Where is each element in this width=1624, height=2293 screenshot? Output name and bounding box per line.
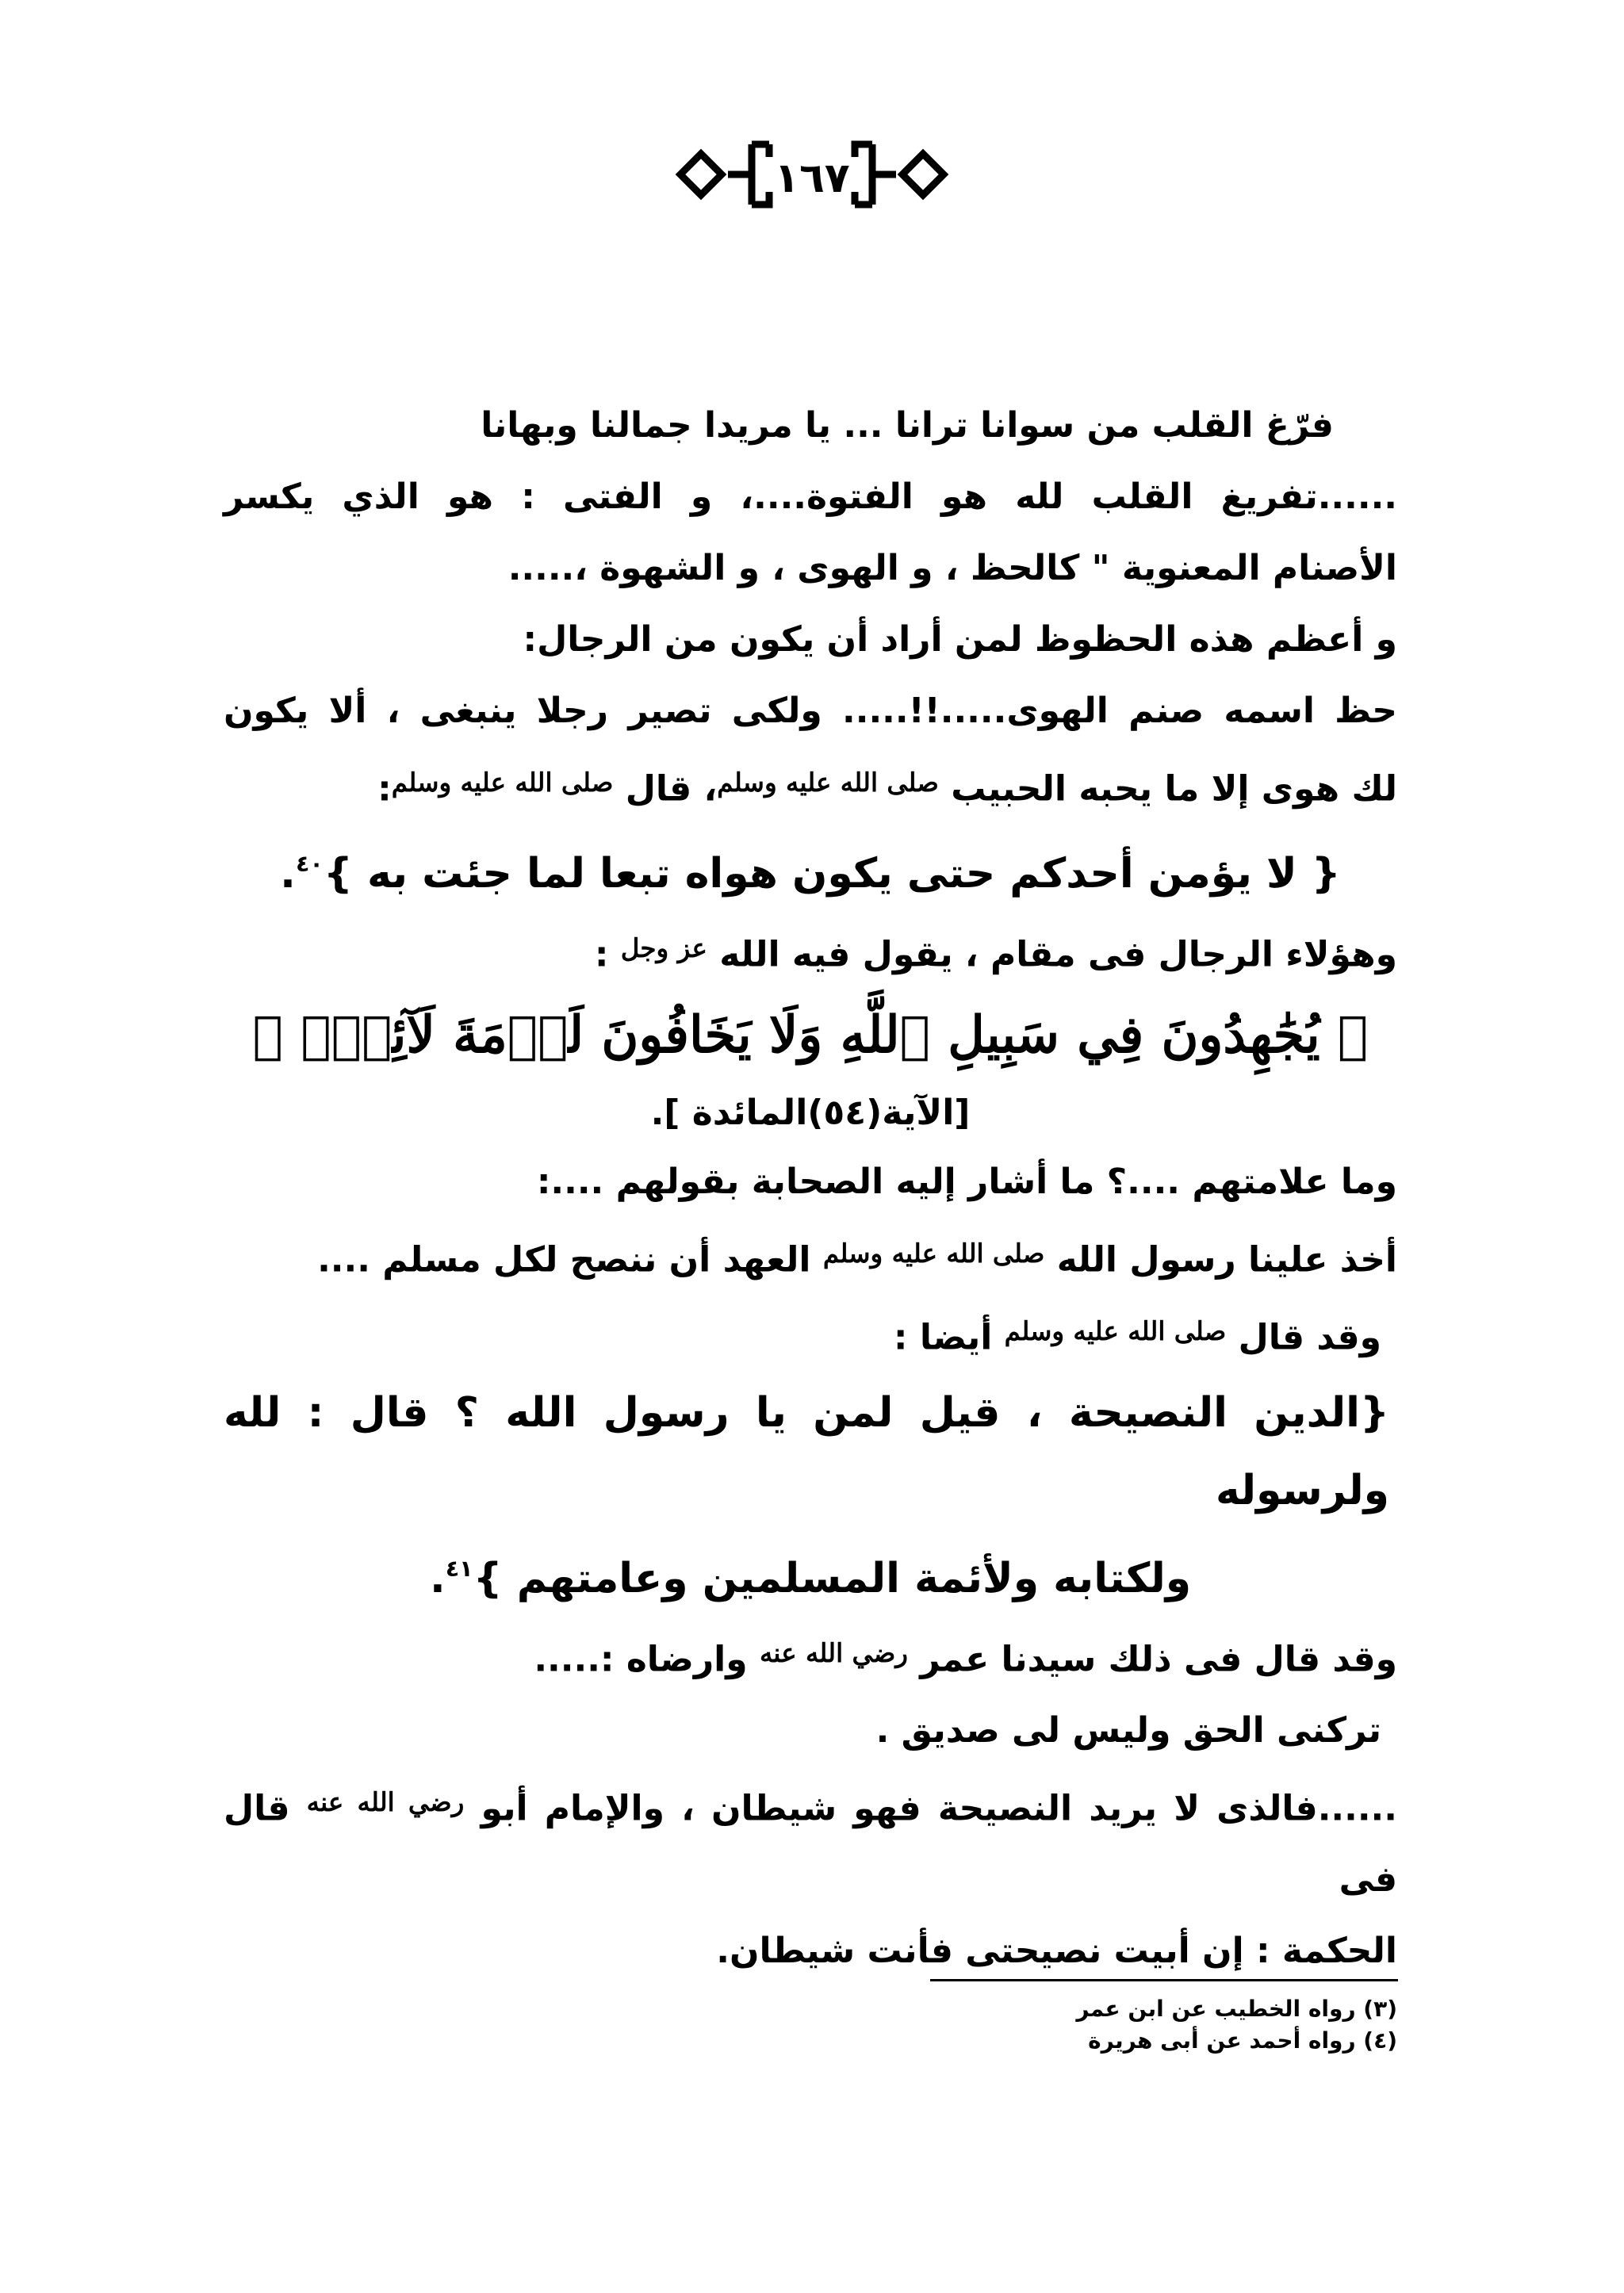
- salla-honorific-glyph: صلى الله عليه وسلم: [822, 1237, 1045, 1269]
- paragraph-line: تركنى الحق وليس لى صديق .: [875, 1709, 1381, 1751]
- quran-verse: ﴿ يُجَٰهِدُونَ فِي سَبِيلِ ٱللَّهِ وَلَا يَخَافُونَ لَوۡمَةَ لَآئِمٖۚ ﴾: [252, 1005, 1369, 1065]
- radi-honorific-glyph: رضي الله عنه: [306, 1786, 465, 1817]
- footnotes: [1076, 1993, 1397, 2057]
- paragraph-line: الحكمة : إن أبيت نصيحتى فأنت شيطان.: [716, 1931, 1397, 1972]
- footnote-marker: ٤١: [445, 1554, 473, 1582]
- page-number: ١٦٧: [774, 155, 850, 202]
- azza-honorific-glyph: عز وجل: [620, 932, 707, 964]
- salla-honorific-glyph: صلى الله عليه وسلم: [717, 767, 939, 798]
- verse-reference: [الآية(٥٤)المائدة ].: [650, 1092, 971, 1133]
- hadith-quote: { لا يؤمن أحدكم حتى يكون هواه تبعا لما جئت به }$^{٤٠}$.: [280, 850, 1341, 898]
- hadith-quote: {الدين النصيحة ، قيل لمن يا رسول الله ؟ قال : لله ولرسوله: [224, 1388, 1389, 1514]
- page-header: [0, 119, 1624, 230]
- footnote: (٣) رواه الخطيب عن ابن عمر: [1076, 1996, 1397, 2022]
- footnote: (٤) رواه أحمد عن أبى هريرة: [1088, 2027, 1397, 2054]
- ornamental-page-number-frame: [669, 119, 955, 230]
- paragraph-line: وهؤلاء الرجال فى مقام ، يقول فيه الله $^{عز وجل}$ :: [594, 932, 1397, 975]
- paragraph-line: ......تفريغ القلب لله هو الفتوة....، و الفتى : هو الذي يكسر: [224, 477, 1397, 517]
- salla-honorific-glyph: صلى الله عليه وسلم: [1004, 1315, 1227, 1347]
- paragraph-line: حظ اسمه صنم الهوى.....!!..... ولكى تصير رجلا ينبغى ، ألا يكون: [224, 691, 1397, 731]
- main-text: [224, 390, 1397, 1987]
- poem-line: فرّغ القلب من سوانا ترانا ... يا مريدا جمالنا وبهانا: [481, 405, 1334, 446]
- hadith-quote: ولكتابه ولأئمة المسلمين وعامتهم }$^{٤١}$.: [429, 1554, 1192, 1602]
- paragraph-line: ......فالذى لا يريد النصيحة فهو شيطان ، والإمام أبو $^{رضي الله عنه}$ قال فى: [224, 1786, 1397, 1901]
- footnote-divider: [930, 1979, 1398, 1981]
- paragraph-line: و أعظم هذه الحظوظ لمن أراد أن يكون من الرجال:: [523, 619, 1397, 660]
- salla-honorific-glyph: صلى الله عليه وسلم: [391, 767, 614, 798]
- paragraph-line: وقد قال فى ذلك سيدنا عمر $^{رضي الله عنه}$ وارضاه :.....: [534, 1636, 1397, 1679]
- paragraph-line: وقد قال $^{صلى الله عليه وسلم}$ أيضا :: [893, 1315, 1381, 1358]
- paragraph-line: لك هوى إلا ما يحبه الحبيب $^{صلى الله عليه وسلم}$، قال $^{صلى الله عليه وسلم}$:: [377, 767, 1397, 810]
- right-ornament-icon: [855, 144, 944, 205]
- paragraph-line: أخذ علينا رسول الله $^{صلى الله عليه وسلم}$ العهد أن ننصح لكل مسلم ....: [317, 1237, 1397, 1280]
- paragraph-line: الأصنام المعنوية " كالحظ ، و الهوى ، و الشهوة ،.....: [508, 548, 1397, 588]
- footnote-marker: ٤٠: [295, 850, 324, 878]
- paragraph-line: وما علامتهم ....؟ ما أشار إليه الصحابة بقولهم ....:: [536, 1161, 1397, 1202]
- radi-honorific-glyph: رضي الله عنه: [759, 1636, 908, 1668]
- left-ornament-icon: [680, 144, 769, 205]
